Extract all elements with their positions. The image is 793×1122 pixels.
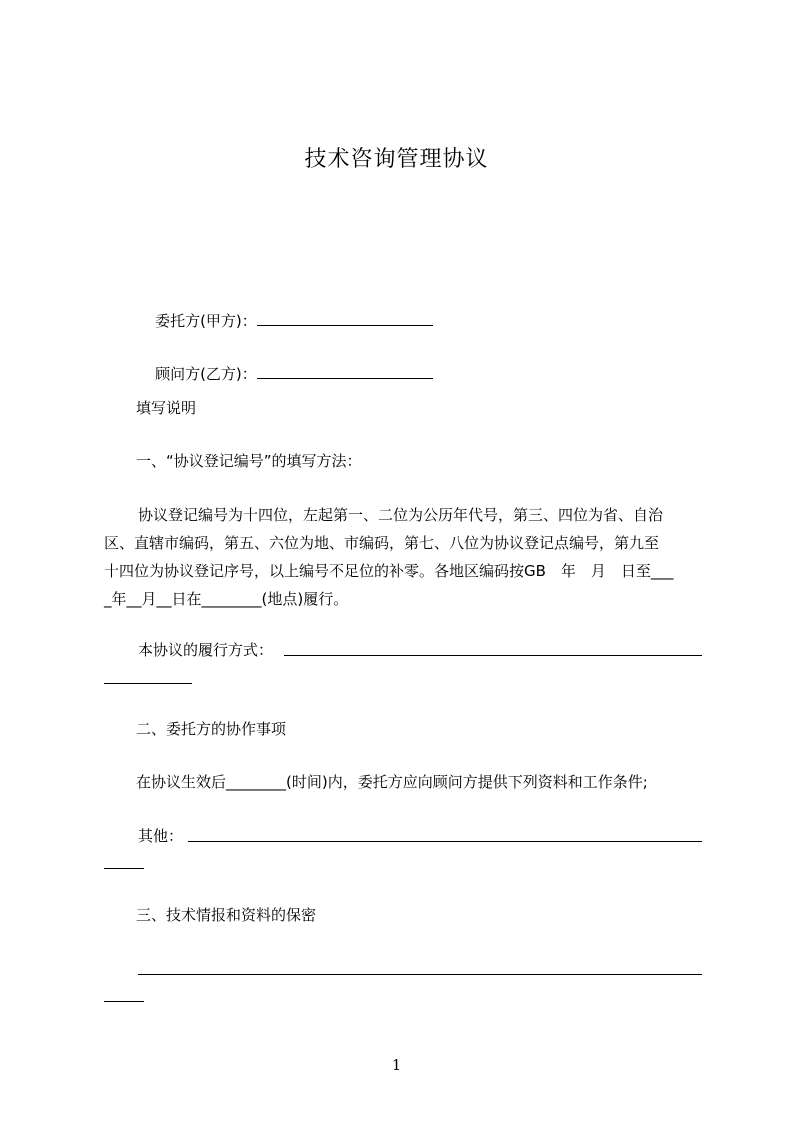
client-blank[interactable]	[257, 311, 433, 326]
section3-blank-line1[interactable]	[138, 974, 702, 975]
section3-blank-line2[interactable]	[104, 1001, 144, 1002]
other-label: 其他：	[138, 827, 184, 845]
performance-blank-line2[interactable]	[104, 683, 192, 684]
client-field	[136, 291, 433, 351]
section1-para-line1: 协议登记编号为十四位，左起第一、二位为公历年代号，第三、四位为省、自治	[138, 506, 664, 524]
other-blank-line2[interactable]	[104, 868, 144, 869]
other-blank-line1[interactable]	[188, 841, 702, 842]
performance-blank-line1[interactable]	[284, 655, 702, 656]
section2-para: 在协议生效后________(时间)内，委托方应向顾问方提供下列资料和工作条件;	[136, 773, 648, 791]
consultant-label: 顾问方(乙方)：	[155, 365, 257, 383]
document-title: 技术咨询管理协议	[304, 147, 489, 172]
page-number: 1	[391, 1056, 402, 1074]
section1-heading: 一、“协议登记编号”的填写方法：	[136, 452, 362, 470]
performance-label: 本协议的履行方式：	[138, 641, 274, 659]
consultant-blank[interactable]	[257, 364, 433, 379]
consultant-field	[136, 344, 433, 404]
section1-para-line4: _年__月__日在________(地点)履行。	[104, 590, 349, 608]
section2-heading: 二、委托方的协作事项	[136, 720, 287, 738]
section1-para-line3: 十四位为协议登记序号，以上编号不足位的补零。各地区编码按GB 年 月 日至___	[104, 562, 674, 580]
section1-para-line2: 区、直辖市编码，第五、六位为地、市编码，第七、八位为协议登记点编号，第九至	[104, 534, 660, 552]
client-label: 委托方(甲方)：	[155, 312, 257, 330]
section3-heading: 三、技术情报和资料的保密	[136, 906, 317, 924]
instructions-heading: 填写说明	[136, 399, 197, 417]
